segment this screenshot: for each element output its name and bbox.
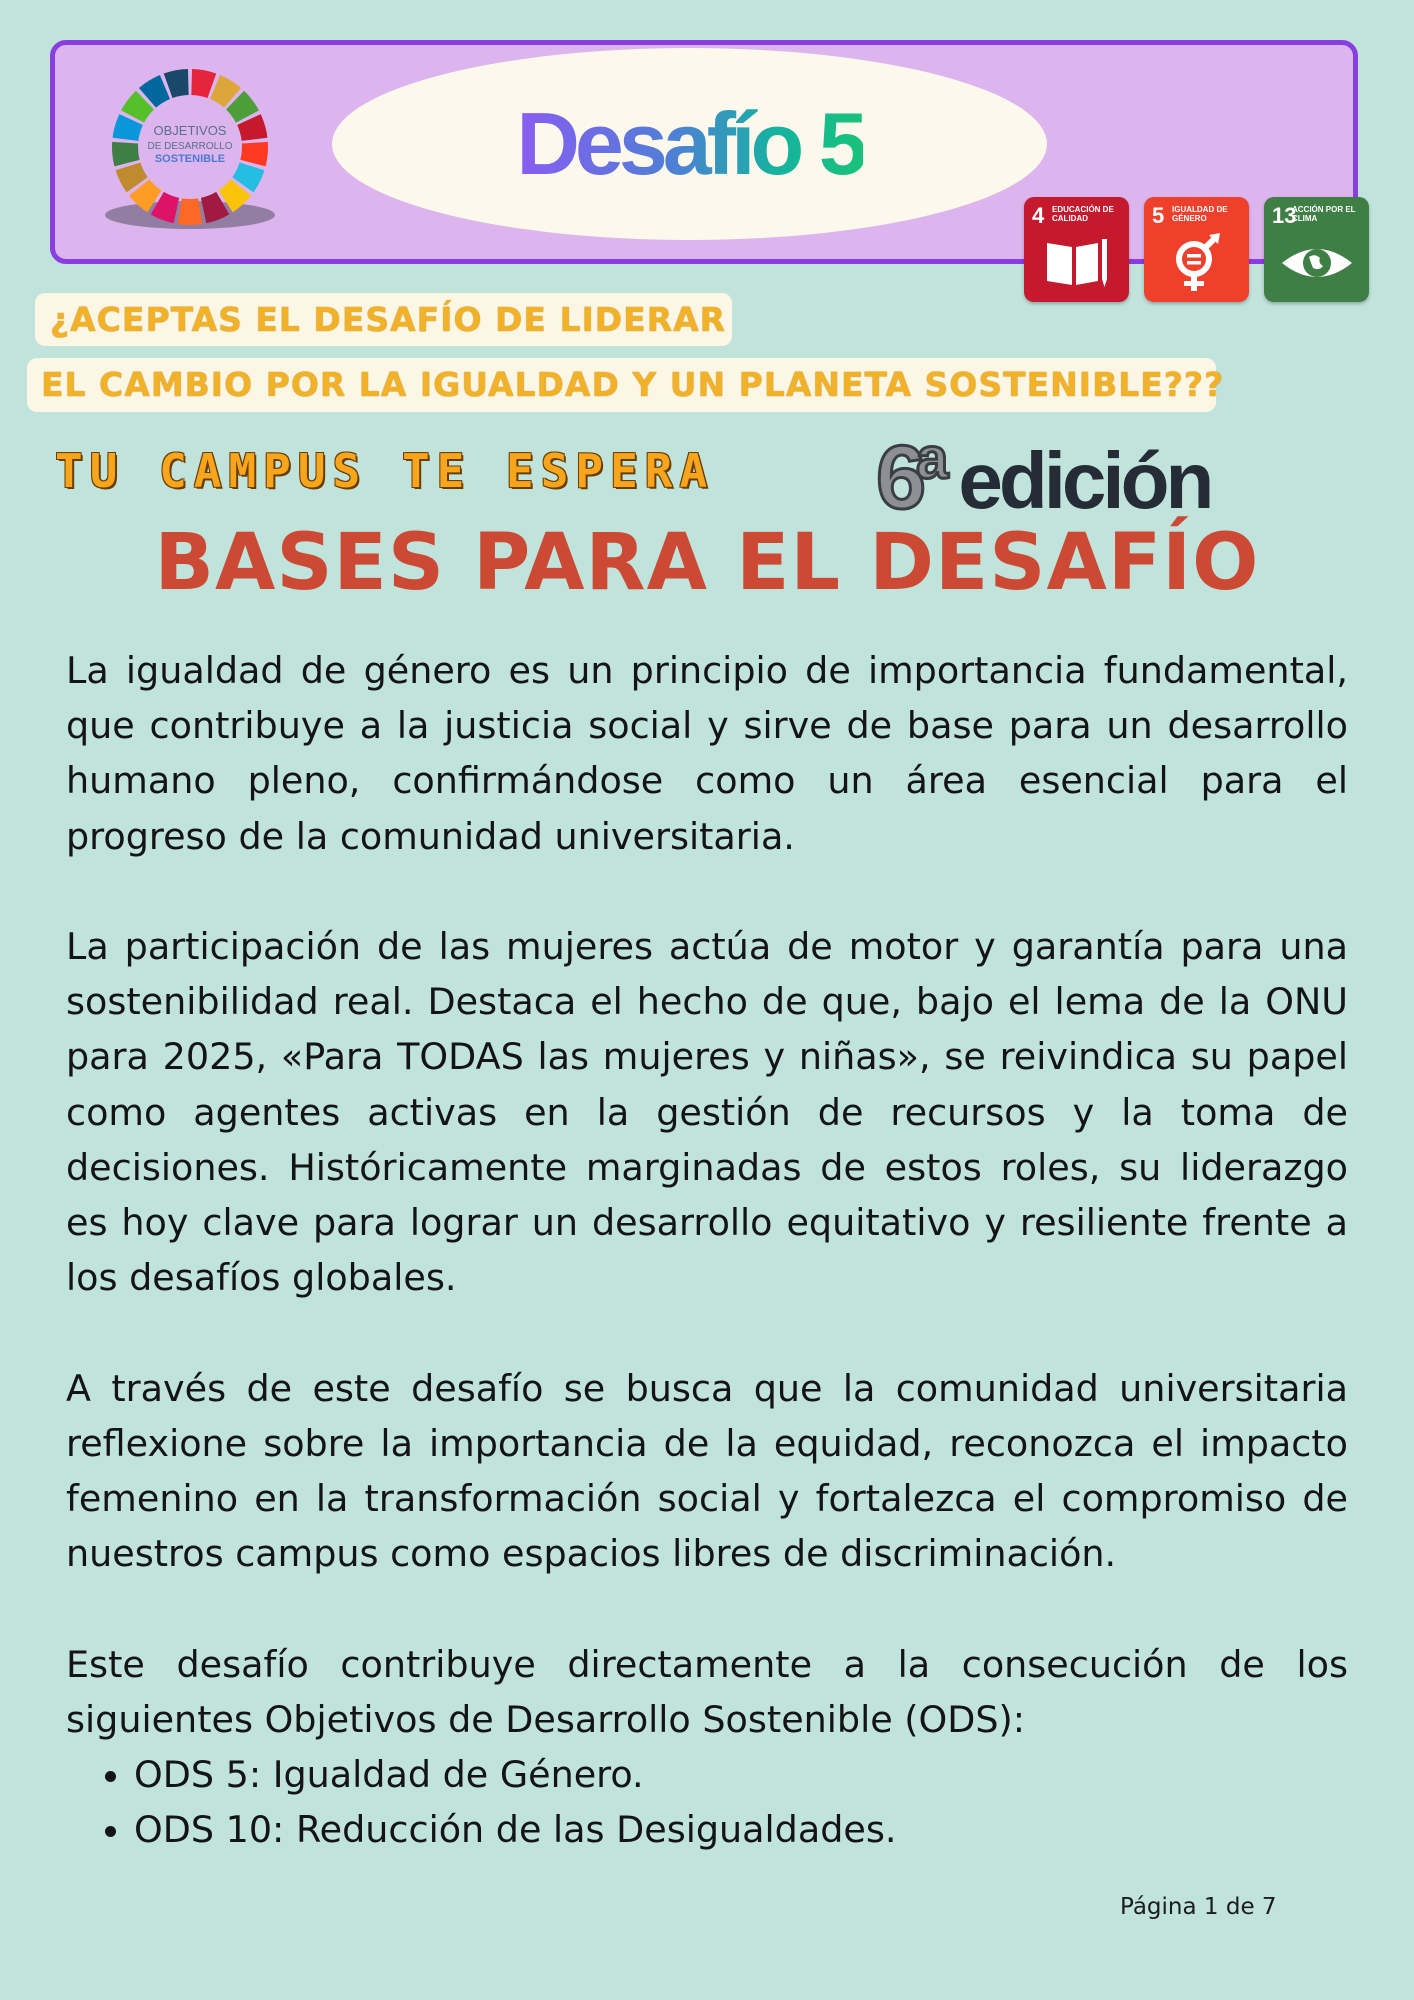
sdg-wheel-segment [178,198,203,225]
ods-13-label: ACCIÓN POR EL CLIMA [1292,205,1356,223]
eye-globe-icon [1282,233,1352,293]
page-title: Desafío 5 [516,94,863,193]
edition-label [876,425,1210,530]
title-oval [332,48,1047,240]
edition-number: 6 [876,428,923,528]
paragraph-1: La igualdad de género es un principio de importancia fundamental, que contribuye a la justicia social y sirve de base para un desarrollo humano pleno, confirmándose como un área esencial para el progreso de la comunidad universitaria. [66,649,1348,858]
challenge-banner-line2: EL CAMBIO POR LA IGUALDAD Y UN PLANETA SOSTENIBLE??? [27,358,1216,412]
paragraph-3: A través de este desafío se busca que la comunidad universitaria reflexione sobre la importancia de la equidad, reconozca el impacto femenino en la transformación social y fortalezca el compromiso de nuestros campus como espacios libres de discriminación. [66,1366,1348,1576]
ods-5-label: IGUALDAD DE GÉNERO [1172,205,1228,223]
ods-4-label: EDUCACIÓN DE CALIDAD [1052,205,1114,223]
challenge-banner-line1: ¿ACEPTAS EL DESAFÍO DE LIDERAR [35,293,732,346]
list-item: • ODS 10: Reducción de las Desigualdades. [134,1802,1348,1857]
ods-13-number: 13 [1272,203,1297,228]
edition-word: edición [958,436,1211,525]
paragraph-2: La participación de las mujeres actúa de motor y garantía para una sostenibilidad real. Destaca el hecho de que, bajo el lema de la ONU para 2025, «Para TODAS las mujeres y niñas», se reivindica su papel como agentes activas en la gestión de recursos y la toma de decisiones. Históricamente marginadas de estos roles, su liderazgo es hoy clave para lograr un desarrollo equitativo y resiliente frente a los desafíos globales. [66,925,1348,1300]
logo-line3: SOSTENIBLE [154,153,226,165]
ods-13-tile [1264,197,1369,302]
ods-5-number: 5 [1152,203,1165,228]
main-title: BASES PARA EL DESAFÍO [154,518,1260,608]
edition-superscript: a [916,426,949,491]
logo-line2: DE DESARROLLO [147,141,233,152]
sdg-wheel-segment [240,142,268,167]
gender-equality-icon [1162,233,1232,293]
page-number: Página 1 de 7 [1120,1894,1277,1920]
ods-4-number: 4 [1032,203,1045,228]
ods-5-tile [1144,197,1249,302]
logo-line1: OBJETIVOS [153,123,227,138]
list-item: • ODS 5: Igualdad de Género. [134,1747,1348,1802]
body-content [66,643,1348,1857]
ods-4-tile [1024,197,1129,302]
paragraph-4: Este desafío contribuye directamente a la consecución de los siguientes Objetivos de Desarrollo Sostenible (ODS): [66,1642,1348,1741]
campus-tagline: TU CAMPUS TE ESPERA [55,444,715,498]
ods-list [66,1747,1348,1857]
ods-icon-group [1024,197,1369,302]
sdg-wheel-segment [112,142,140,167]
sdg-wheel-logo [90,55,290,235]
book-pencil-icon [1042,233,1112,293]
